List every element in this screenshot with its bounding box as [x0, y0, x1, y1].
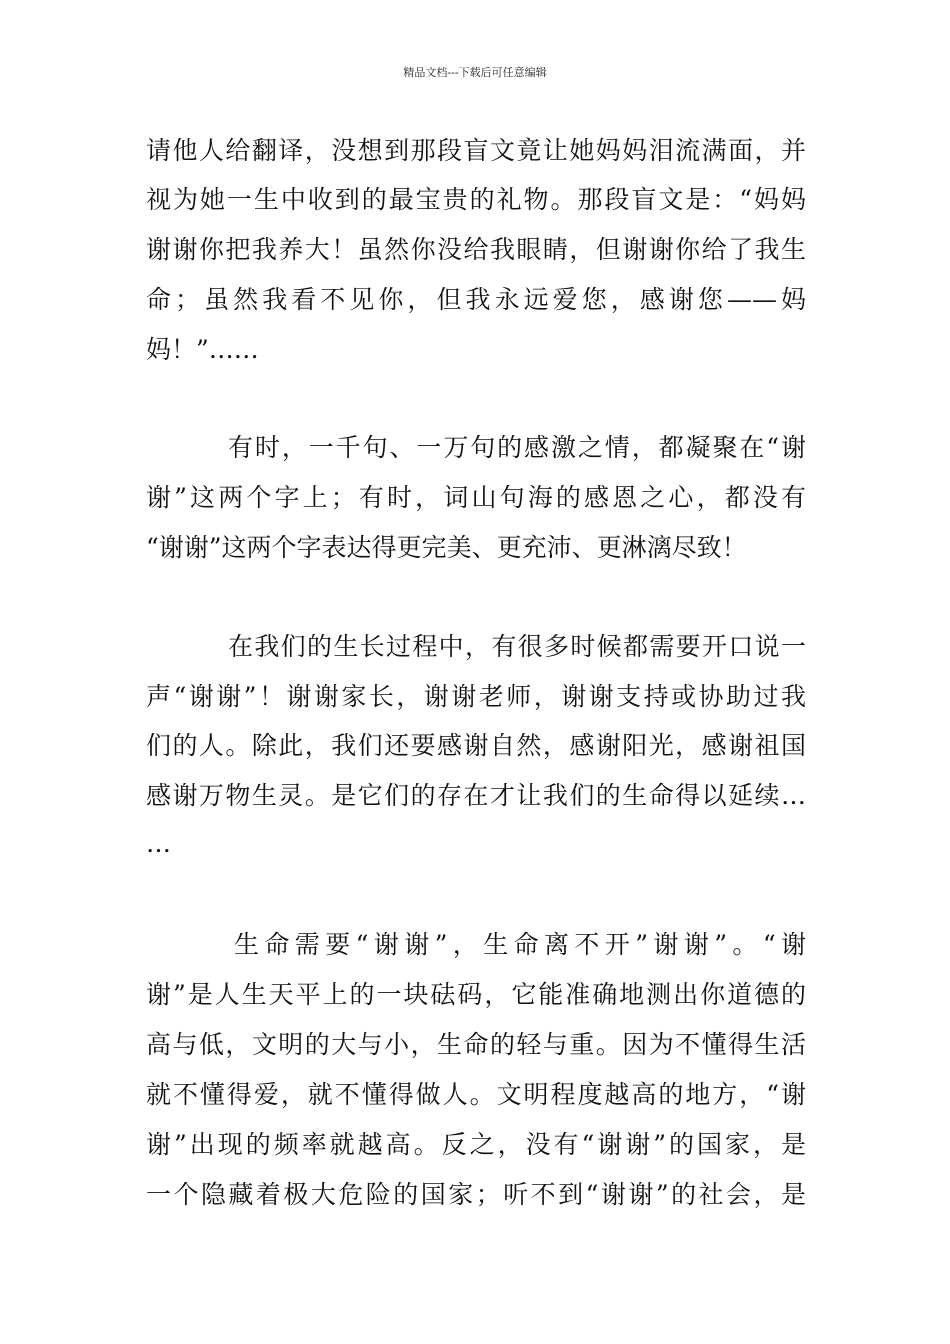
text-line: 视为她一生中收到的最宝贵的礼物。那段盲文是：“妈妈: [146, 185, 806, 214]
text-line: 请他人给翻译，没想到那段盲文竟让她妈妈泪流满面，并: [146, 136, 806, 165]
text-line: 们的人。除此，我们还要感谢自然，感谢阳光，感谢祖国: [146, 731, 806, 760]
text-line: 在我们的生长过程中，有很多时候都需要开口说一: [228, 632, 806, 661]
text-line: “谢谢”这两个字表达得更完美、更充沛、更淋漓尽致！: [146, 533, 747, 562]
text-line: 声“谢谢”！谢谢家长，谢谢老师，谢谢支持或协助过我: [146, 682, 806, 711]
text-line: 谢谢你把我养大！虽然你没给我眼睛，但谢谢你给了我生: [146, 235, 806, 264]
text-line: 谢”出现的频率就越高。反之，没有“谢谢”的国家，是: [146, 1130, 806, 1159]
text-line: 有时，一千句、一万句的感激之情，都凝聚在“谢: [228, 433, 806, 462]
text-line: 就不懂得爱，就不懂得做人。文明程度越高的地方，“谢: [146, 1080, 806, 1109]
text-line: 谢”是人生天平上的一块砝码，它能准确地测出你道德的: [146, 980, 806, 1009]
text-line: 谢”这两个字上；有时，词山句海的感恩之心，都没有: [146, 483, 806, 512]
text-line: …: [146, 829, 171, 858]
text-line: 妈！”……: [146, 335, 259, 364]
text-line: 生命需要“谢谢”，生命离不开”谢谢”。“谢: [234, 930, 806, 959]
text-line: 高与低，文明的大与小，生命的轻与重。因为不懂得生活: [146, 1030, 806, 1059]
text-line: 一个隐藏着极大危险的国家；听不到“谢谢”的社会，是: [146, 1180, 806, 1209]
page-header: 精品文档---下载后可任意编辑: [403, 66, 547, 79]
text-line: 命；虽然我看不见你，但我永远爱您，感谢您——妈: [146, 285, 806, 314]
text-line: 感谢万物生灵。是它们的存在才让我们的生命得以延续…: [146, 781, 806, 810]
